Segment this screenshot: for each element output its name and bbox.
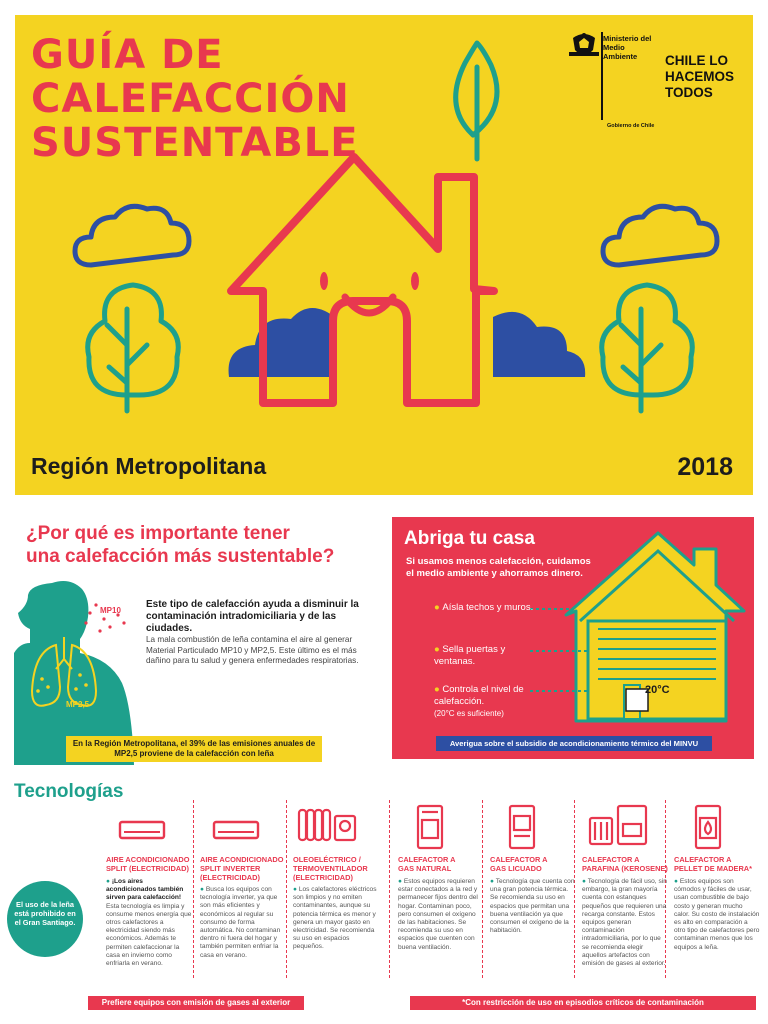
ministry-logo: [563, 30, 655, 136]
tech-name: OLEOELÉCTRICO / TERMOVENTILADOR (ELECTRICIDAD): [293, 855, 368, 882]
gas-heater-icon: [398, 804, 458, 850]
tech-name: CALEFACTOR A GAS LICUADO: [490, 855, 548, 873]
restriction-banner: *Con restricción de uso en episodios críticos de contaminación: [410, 996, 756, 1010]
column-divider: [193, 800, 194, 978]
cloud-left-icon: [75, 206, 189, 265]
wood-ban-badge: El uso de la leña está prohibido en el Gran Santiago.: [7, 881, 83, 957]
mp25-label: MP2,5: [66, 700, 90, 709]
tech-description: ● Tecnología que cuenta con una gran potencia térmica. Se recomienda su uso en espacios que permitan una buena ventilación ya que consumen el oxígeno de la habitación.: [490, 878, 575, 935]
tree-right-icon: [602, 285, 693, 411]
government-label: Gobierno de Chile: [607, 123, 655, 129]
lpg-heater-icon: [490, 804, 550, 850]
slogan: CHILE LO HACEMOS TODOS: [665, 53, 735, 100]
coat-of-arms-icon: [567, 32, 601, 62]
tech-description: ● Tecnología de fácil uso, sin embargo, la gran mayoría cuenta con estanques pequeños que requieren una recarga constante. Estos equipos generan contaminación intradomiciliaria, por lo que se recomienda elegir aquellos artefactos con emisión de gases al exterior.: [582, 878, 667, 968]
tech-description: ● Los calefactores eléctricos son limpios y no emiten contaminantes, aunque su potencia térmica es menor y genera un mayor gasto en electricidad. Se recomienda su uso en espacios pequeños.: [293, 886, 377, 951]
pellet-stove-icon: [674, 804, 734, 850]
tech-name: CALEFACTOR A PARAFINA (KEROSENE): [582, 855, 668, 873]
tech-name: AIRE ACONDICIONADO SPLIT (ELECTRICIDAD): [106, 855, 190, 873]
split-inverter-icon: [200, 804, 260, 844]
abriga-title: Abriga tu casa: [404, 528, 535, 549]
why-heading: ¿Por qué es importante tener una calefacción más sustentable?: [26, 523, 335, 567]
split-ac-icon: [106, 804, 166, 844]
tech-name: CALEFACTOR A PELLET DE MADERA*: [674, 855, 753, 873]
tech-pellet: [674, 800, 760, 980]
kerosene-heater-icon: [582, 804, 662, 850]
guide-title: GUÍA DE CALEFACCIÓN SUSTENTABLE: [31, 32, 359, 166]
tech-oil-heater: [293, 800, 379, 980]
tech-description: ● Busca los equipos con tecnología inverter, ya que son más eficientes y económicos al regular su consumo de forma automática. No contaminan dentro ni fuera del hogar y también permiten enfriar la casa en verano.: [200, 886, 281, 959]
tech-heading: Tecnologías: [14, 781, 124, 802]
mp10-label: MP10: [100, 606, 121, 615]
tree-left-icon: [88, 285, 179, 411]
year-label: 2018: [677, 453, 733, 481]
tech-split-ac: [106, 800, 192, 980]
tip-insulate: ● Aísla techos y muros.: [434, 602, 534, 613]
tech-name: CALEFACTOR A GAS NATURAL: [398, 855, 456, 873]
tech-gas-licuado: [490, 800, 576, 980]
tech-description: ● Estos equipos requieren estar conectados a la red y permanecer fijos dentro del hogar. Contaminan poco, pero consumen el oxígeno de las habitaciones. Se recomienda su uso en espacios que cuenten con buena ventilación.: [398, 878, 478, 951]
tech-description: ● Estos equipos son cómodos y fáciles de usar, usan combustible de bajo costo y generan mucho calor. Su costo de instalación es alto en comparación a otro tipo de calefactores pero contaminan menos que los equipos a leña.: [674, 878, 760, 951]
region-label: Región Metropolitana: [31, 453, 267, 479]
cover-panel: [15, 15, 753, 495]
why-body: La mala combustión de leña contamina el aire al generar Material Particulado MP10 y MP2,5. Este último es el más dañino para tu salud y genera enfermedades respiratorias.: [146, 635, 359, 665]
tip-control: ● Controla el nivel de calefacción. (20°C es suficiente): [434, 684, 524, 718]
tech-description: ● ¡Los aires acondicionados también sirven para calefacción! Esta tecnología es limpia y consume menos energía que otros calefactores a electricidad siendo más económicos. Además te permiten calefaccionar la casa en invierno como enfriarla en verano.: [106, 878, 192, 968]
why-note: En la Región Metropolitana, el 39% de las emisiones anuales de MP2,5 proviene de la calefacción con leña: [66, 736, 322, 762]
tech-gas-natural: [398, 800, 484, 980]
exterior-emission-banner: Prefiere equipos con emisión de gases al exterior: [88, 996, 304, 1010]
subsidy-banner: Averigua sobre el subsidio de acondicionamiento térmico del MINVU: [436, 736, 712, 751]
tip-seal: ● Sella puertas y ventanas.: [434, 644, 506, 667]
insulated-house-icon: [392, 517, 754, 759]
abriga-panel: [392, 517, 754, 759]
leaf-icon: [456, 43, 497, 159]
tech-name: AIRE ACONDICIONADO SPLIT INVERTER (ELECTRICIDAD): [200, 855, 284, 882]
back-cloud-right: [493, 312, 585, 377]
temperature-label: 20°C: [645, 684, 670, 696]
abriga-lead: Si usamos menos calefacción, cuidamos el medio ambiente y ahorramos dinero.: [406, 556, 591, 579]
column-divider: [389, 800, 390, 978]
oil-heater-icon: [293, 804, 363, 848]
ministry-name: Ministerio del Medio Ambiente: [603, 34, 652, 61]
column-divider: [286, 800, 287, 978]
tech-split-inverter: [200, 800, 286, 980]
back-cloud-left: [229, 308, 337, 377]
tech-parafina: [582, 800, 668, 980]
cloud-right-icon: [603, 206, 717, 265]
why-lead: Este tipo de calefacción ayuda a disminuir la contaminación intradomiciliaria y de las ciudades.: [146, 599, 359, 634]
